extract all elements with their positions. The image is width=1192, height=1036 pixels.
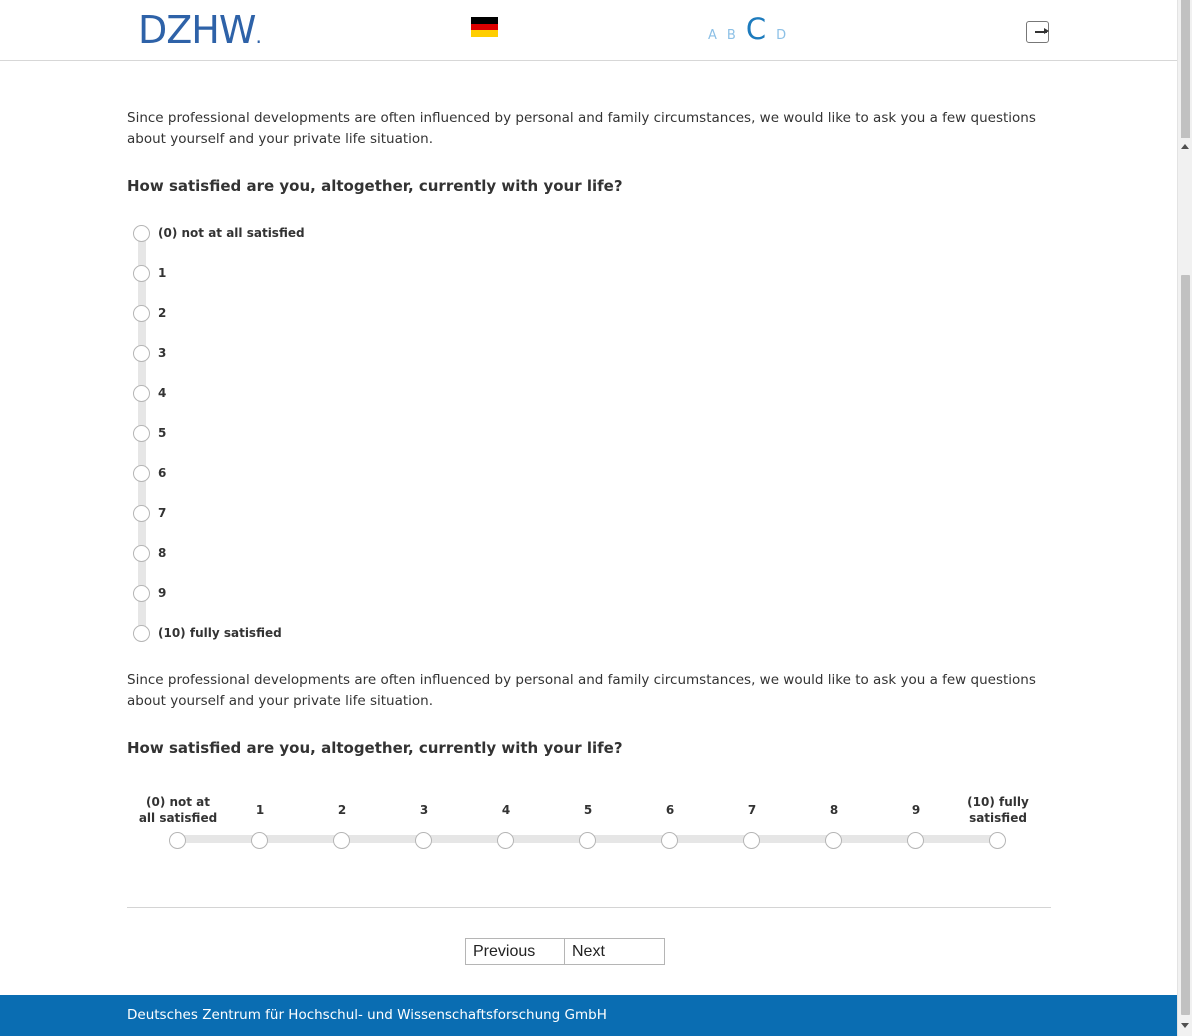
horizontal-option-1[interactable] (219, 790, 301, 850)
scroll-down-arrow-icon[interactable] (1181, 1023, 1189, 1028)
option-label: 4 (158, 386, 167, 400)
option-label: (0) not at all satisfied (138, 795, 218, 825)
radio-button[interactable] (907, 832, 924, 849)
radio-button[interactable] (133, 465, 150, 482)
option-label: 1 (255, 803, 265, 817)
logout-icon (1035, 31, 1047, 33)
vertical-option-2[interactable] (133, 303, 166, 323)
radio-button[interactable] (133, 625, 150, 642)
vertical-option-9[interactable] (133, 583, 166, 603)
intro-text-2: Since professional developments are often influenced by personal and family circumstances, we would like to ask you a few questions about yourself and your private life situation. (127, 672, 1036, 709)
radio-button[interactable] (133, 225, 150, 242)
vertical-option-0[interactable] (133, 223, 305, 243)
font-size-selector (708, 14, 786, 44)
option-label: 2 (158, 306, 167, 320)
page-navigation (465, 938, 665, 965)
radio-button[interactable] (133, 585, 150, 602)
question-title-1: How satisfied are you, altogether, currently with your life? (127, 177, 623, 195)
horizontal-option-4[interactable] (465, 790, 547, 850)
vertical-option-1[interactable] (133, 263, 166, 283)
vertical-option-8[interactable] (133, 543, 166, 563)
horizontal-option-10[interactable] (957, 790, 1039, 850)
intro-text-1: Since professional developments are often influenced by personal and family circumstances, we would like to ask you a few questions about yourself and your private life situation. (127, 110, 1036, 147)
option-label: 3 (419, 803, 429, 817)
dzhw-logo[interactable] (138, 10, 261, 56)
scroll-up-arrow-icon[interactable] (1181, 144, 1189, 149)
radio-button[interactable] (133, 425, 150, 442)
logout-button[interactable] (1026, 21, 1049, 43)
radio-button[interactable] (743, 832, 760, 849)
vertical-option-7[interactable] (133, 503, 166, 523)
horizontal-option-6[interactable] (629, 790, 711, 850)
de-flag-icon[interactable] (471, 17, 498, 37)
radio-button[interactable] (497, 832, 514, 849)
option-label: 3 (158, 346, 167, 360)
radio-button[interactable] (825, 832, 842, 849)
scrollbar-top-segment[interactable] (1181, 0, 1190, 138)
font-size-c[interactable]: C (745, 12, 767, 46)
option-label: (0) not at all satisfied (158, 226, 305, 240)
option-label: 6 (158, 466, 167, 480)
option-label: 1 (158, 266, 167, 280)
radio-button[interactable] (333, 832, 350, 849)
radio-button[interactable] (133, 265, 150, 282)
option-label: 7 (747, 803, 757, 817)
option-label: 6 (665, 803, 675, 817)
vertical-option-3[interactable] (133, 343, 166, 363)
option-label: 5 (583, 803, 593, 817)
option-label: 8 (158, 546, 167, 560)
option-label: 2 (337, 803, 347, 817)
vertical-option-6[interactable] (133, 463, 166, 483)
font-size-d[interactable]: D (776, 28, 787, 43)
logo-dot: . (255, 24, 261, 48)
vertical-option-4[interactable] (133, 383, 166, 403)
radio-button[interactable] (169, 832, 186, 849)
radio-button[interactable] (133, 545, 150, 562)
horizontal-option-2[interactable] (301, 790, 383, 850)
vertical-option-10[interactable] (133, 623, 282, 643)
page-header (0, 0, 1177, 61)
horizontal-option-0[interactable] (137, 790, 219, 850)
section-divider (127, 907, 1051, 908)
option-label: 7 (158, 506, 167, 520)
radio-button[interactable] (251, 832, 268, 849)
horizontal-satisfaction-scale (127, 790, 1051, 850)
horizontal-option-3[interactable] (383, 790, 465, 850)
option-label: 4 (501, 803, 511, 817)
option-label: 9 (158, 586, 167, 600)
option-label: (10) fully satisfied (967, 795, 1029, 825)
option-label: 8 (829, 803, 839, 817)
page-footer (0, 995, 1177, 1036)
logo-text: DZHW (138, 8, 256, 52)
horizontal-option-9[interactable] (875, 790, 957, 850)
radio-button[interactable] (661, 832, 678, 849)
option-label: 9 (911, 803, 921, 817)
radio-button[interactable] (133, 305, 150, 322)
option-label: 5 (158, 426, 167, 440)
previous-button[interactable]: Previous (465, 938, 565, 965)
next-button[interactable]: Next (565, 938, 665, 965)
option-label: (10) fully satisfied (158, 626, 282, 640)
radio-button[interactable] (989, 832, 1006, 849)
radio-button[interactable] (133, 385, 150, 402)
radio-button[interactable] (133, 505, 150, 522)
scrollbar-thumb[interactable] (1181, 275, 1190, 1015)
radio-button[interactable] (579, 832, 596, 849)
horizontal-option-5[interactable] (547, 790, 629, 850)
radio-button[interactable] (133, 345, 150, 362)
horizontal-option-8[interactable] (793, 790, 875, 850)
radio-button[interactable] (415, 832, 432, 849)
font-size-a[interactable]: A (708, 28, 717, 43)
font-size-b[interactable]: B (726, 28, 736, 43)
horizontal-option-7[interactable] (711, 790, 793, 850)
vertical-satisfaction-scale (133, 223, 533, 643)
question-title-2: How satisfied are you, altogether, currently with your life? (127, 739, 623, 757)
vertical-scrollbar[interactable] (1177, 0, 1192, 1036)
footer-text: Deutsches Zentrum für Hochschul- und Wissenschaftsforschung GmbH (127, 1007, 607, 1023)
vertical-option-5[interactable] (133, 423, 166, 443)
